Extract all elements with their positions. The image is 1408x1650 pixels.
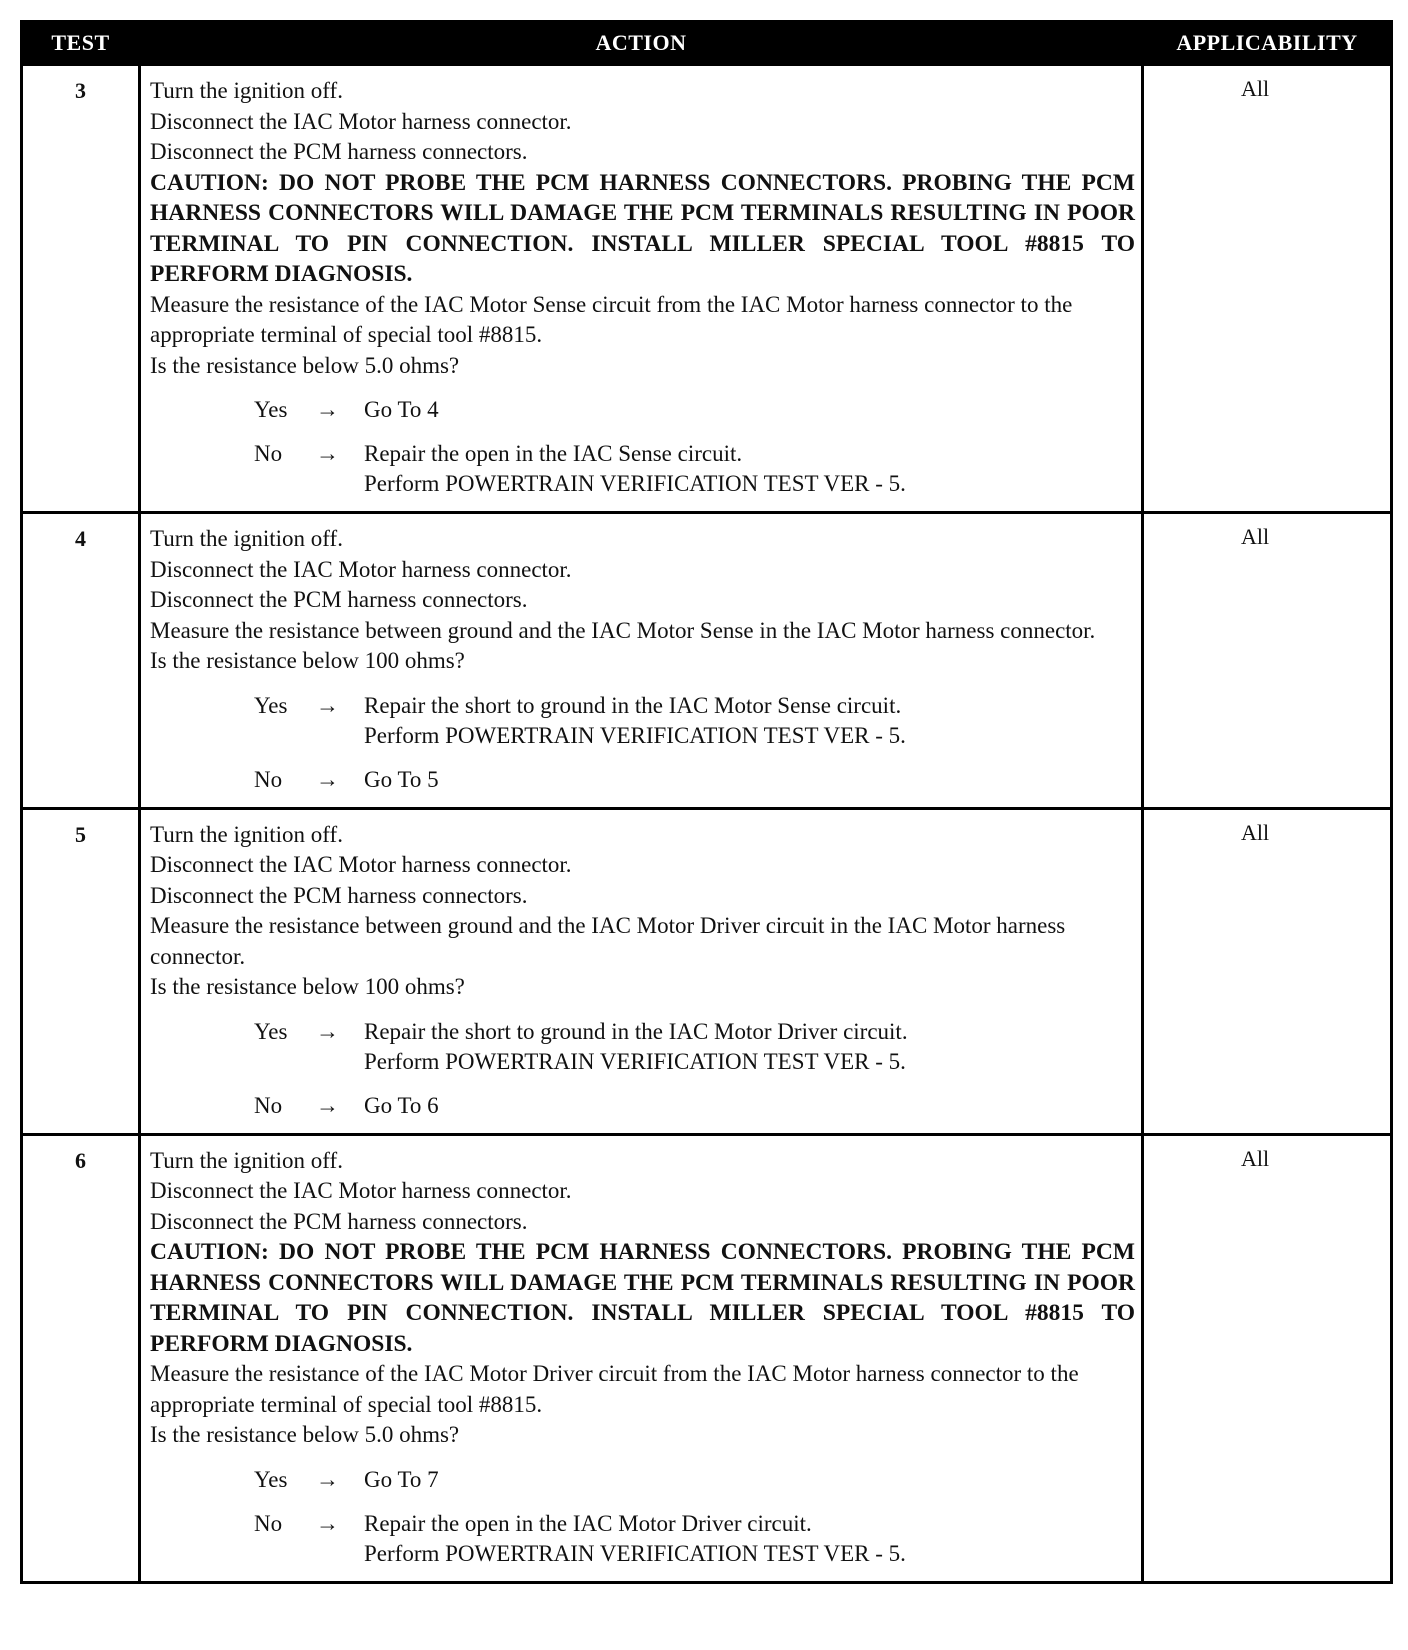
arrow-icon: →	[316, 1018, 339, 1044]
action-cell	[140, 808, 1143, 1134]
result-branches	[150, 1017, 1135, 1121]
no-label: No	[254, 766, 283, 792]
diagnostic-table	[20, 20, 1393, 1584]
arrow-icon: →	[316, 397, 339, 422]
applicability-value: All	[1143, 513, 1392, 809]
yes-result-line: Go To 4	[364, 397, 439, 422]
applicability-value: All	[1143, 1134, 1392, 1582]
yes-branch	[254, 395, 1135, 425]
result-branches	[150, 691, 1135, 795]
arrow-icon: →	[316, 1510, 339, 1536]
caution-text: CAUTION: DO NOT PROBE THE PCM HARNESS CONNECTORS. PROBING THE PCM HARNESS CONNECTORS WILL DAMAGE THE PCM TERMINALS RESULTING IN POOR TERMINAL TO PIN CONNECTION. INSTALL MILLER SPECIAL TOOL #8815 TO PERFORM DIAGNOSIS.	[150, 1239, 1135, 1357]
no-branch	[254, 1091, 1135, 1121]
header-applicability: APPLICABILITY	[1143, 22, 1392, 65]
arrow-icon: →	[316, 766, 339, 792]
no-result-line: Go To 5	[364, 766, 439, 792]
test-number: 5	[22, 808, 140, 1134]
applicability-value: All	[1143, 65, 1392, 513]
action-step: Is the resistance below 5.0 ohms?	[150, 352, 460, 378]
yes-result	[364, 691, 1135, 751]
table-body	[22, 65, 1392, 1583]
yes-branch	[254, 691, 1135, 751]
no-result	[364, 439, 1135, 499]
action-step: Turn the ignition off.	[150, 78, 343, 103]
no-label: No	[254, 1092, 283, 1118]
action-step: Disconnect the IAC Motor harness connector.	[150, 852, 572, 877]
action-step: Measure the resistance of the IAC Motor Driver circuit from the IAC Motor harness connector to the appropriate terminal of special tool #8815.	[150, 1361, 1079, 1417]
action-step: Disconnect the IAC Motor harness connector.	[150, 1178, 572, 1203]
caution-text: CAUTION: DO NOT PROBE THE PCM HARNESS CONNECTORS. PROBING THE PCM HARNESS CONNECTORS WILL DAMAGE THE PCM TERMINALS RESULTING IN POOR TERMINAL TO PIN CONNECTION. INSTALL MILLER SPECIAL TOOL #8815 TO PERFORM DIAGNOSIS.	[150, 169, 1135, 287]
arrow-icon: →	[316, 1466, 339, 1492]
no-result-line: Perform POWERTRAIN VERIFICATION TEST VER - 5.	[364, 1540, 906, 1566]
action-step: Measure the resistance between ground and the IAC Motor Sense in the IAC Motor harness connector.	[150, 617, 1096, 643]
yes-label: Yes	[254, 692, 288, 718]
table-row	[22, 808, 1392, 1134]
action-step: Turn the ignition off.	[150, 821, 343, 847]
test-number: 3	[22, 65, 140, 513]
result-branches	[150, 395, 1135, 499]
action-step: Is the resistance below 100 ohms?	[150, 648, 465, 673]
no-result	[364, 765, 1135, 795]
no-branch	[254, 765, 1135, 795]
arrow-icon: →	[316, 441, 339, 466]
result-branches	[150, 1465, 1135, 1569]
action-step: Disconnect the PCM harness connectors.	[150, 1208, 528, 1234]
action-step: Turn the ignition off.	[150, 526, 343, 551]
arrow-icon: →	[316, 692, 339, 718]
action-step: Disconnect the PCM harness connectors.	[150, 139, 528, 164]
test-number: 4	[22, 513, 140, 809]
action-cell	[140, 513, 1143, 809]
no-result-line: Go To 6	[364, 1092, 439, 1118]
action-step: Measure the resistance of the IAC Motor Sense circuit from the IAC Motor harness connector to the appropriate terminal of special tool #8815.	[150, 291, 1073, 347]
yes-result-line: Perform POWERTRAIN VERIFICATION TEST VER - 5.	[364, 722, 906, 748]
yes-label: Yes	[254, 1018, 288, 1044]
yes-label: Yes	[254, 397, 288, 422]
arrow-icon: →	[316, 1092, 339, 1118]
table-row	[22, 1134, 1392, 1582]
action-step: Disconnect the IAC Motor harness connector.	[150, 108, 572, 134]
table-row	[22, 65, 1392, 513]
no-result	[364, 1509, 1135, 1569]
yes-result-line: Repair the short to ground in the IAC Motor Driver circuit.	[364, 1018, 908, 1044]
test-number: 6	[22, 1134, 140, 1582]
applicability-value: All	[1143, 808, 1392, 1134]
action-step: Disconnect the PCM harness connectors.	[150, 587, 528, 612]
table-row	[22, 513, 1392, 809]
no-label: No	[254, 441, 283, 466]
yes-label: Yes	[254, 1466, 288, 1492]
yes-branch	[254, 1465, 1135, 1495]
no-result-line: Perform POWERTRAIN VERIFICATION TEST VER - 5.	[364, 471, 906, 496]
table-header-row	[22, 22, 1392, 65]
action-step: Turn the ignition off.	[150, 1147, 343, 1173]
no-result	[364, 1091, 1135, 1121]
no-branch	[254, 1509, 1135, 1569]
action-step: Is the resistance below 5.0 ohms?	[150, 1422, 460, 1447]
diagnostic-test-sheet	[20, 20, 1390, 1584]
header-action: ACTION	[140, 22, 1143, 65]
yes-result	[364, 1017, 1135, 1077]
action-step: Is the resistance below 100 ohms?	[150, 974, 465, 999]
no-result-line: Repair the open in the IAC Sense circuit.	[364, 441, 743, 466]
yes-result-line: Perform POWERTRAIN VERIFICATION TEST VER - 5.	[364, 1048, 906, 1074]
no-branch	[254, 439, 1135, 499]
action-cell	[140, 65, 1143, 513]
yes-branch	[254, 1017, 1135, 1077]
yes-result-line: Repair the short to ground in the IAC Motor Sense circuit.	[364, 692, 902, 718]
yes-result	[364, 395, 1135, 425]
header-test: TEST	[22, 22, 140, 65]
yes-result	[364, 1465, 1135, 1495]
yes-result-line: Go To 7	[364, 1466, 439, 1492]
action-cell	[140, 1134, 1143, 1582]
action-step: Disconnect the IAC Motor harness connector.	[150, 556, 572, 582]
no-result-line: Repair the open in the IAC Motor Driver circuit.	[364, 1510, 812, 1536]
no-label: No	[254, 1510, 283, 1536]
action-step: Disconnect the PCM harness connectors.	[150, 882, 528, 908]
action-step: Measure the resistance between ground and the IAC Motor Driver circuit in the IAC Motor harness connector.	[150, 913, 1066, 969]
